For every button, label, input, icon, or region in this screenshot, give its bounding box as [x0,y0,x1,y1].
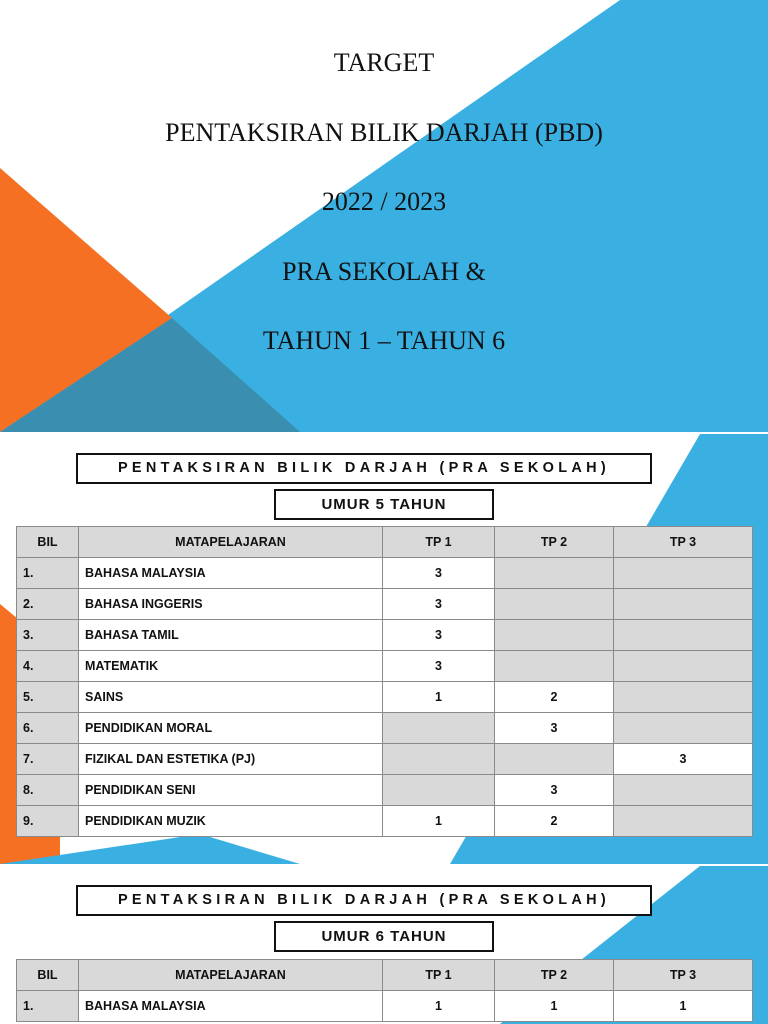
title-line-1: TARGET [333,48,435,77]
subject-cell: BAHASA TAMIL [79,620,383,651]
tp3-cell [614,682,753,713]
table-row [17,682,753,713]
table-row [17,589,753,620]
target-table [16,959,753,1022]
column-header-tp1: TP 1 [383,527,495,558]
tp3-cell [614,558,753,589]
column-header-tp1: TP 1 [383,960,495,991]
section-heading: PENTAKSIRAN BILIK DARJAH (PRA SEKOLAH) [76,885,652,916]
tp2-cell [495,558,614,589]
tp2-cell: 1 [495,991,614,1022]
tp1-cell: 1 [383,991,495,1022]
bil-cell: 7. [17,744,79,775]
section-heading: PENTAKSIRAN BILIK DARJAH (PRA SEKOLAH) [76,453,652,484]
target-table [16,526,753,837]
table-header-row [17,527,753,558]
subject-cell: FIZIKAL DAN ESTETIKA (PJ) [79,744,383,775]
tp1-cell: 3 [383,620,495,651]
tp1-cell [383,713,495,744]
tp3-cell [614,620,753,651]
tp3-cell: 1 [614,991,753,1022]
table-slide-umur-5 [0,434,768,864]
subject-cell: PENDIDIKAN SENI [79,775,383,806]
table-row [17,806,753,837]
tp1-cell: 3 [383,589,495,620]
column-header-bil: BIL [17,960,79,991]
title-line-5: TAHUN 1 – TAHUN 6 [262,326,506,355]
tp2-cell [495,744,614,775]
tp3-cell [614,589,753,620]
column-header-bil: BIL [17,527,79,558]
tp1-cell: 3 [383,558,495,589]
bil-cell: 4. [17,651,79,682]
table-slide-umur-6 [0,866,768,1024]
tp1-cell: 3 [383,651,495,682]
column-header-subject: MATAPELAJARAN [79,960,383,991]
tp2-cell [495,620,614,651]
subject-cell: BAHASA MALAYSIA [79,991,383,1022]
table-row [17,991,753,1022]
table-row [17,651,753,682]
table-row [17,620,753,651]
tp1-cell: 1 [383,682,495,713]
column-header-subject: MATAPELAJARAN [79,527,383,558]
tp3-cell: 3 [614,744,753,775]
subject-cell: BAHASA MALAYSIA [79,558,383,589]
title-slide [0,0,768,432]
table-body [17,991,753,1022]
table-row [17,775,753,806]
tp2-cell [495,589,614,620]
table-row [17,558,753,589]
bil-cell: 6. [17,713,79,744]
bil-cell: 5. [17,682,79,713]
subject-cell: SAINS [79,682,383,713]
column-header-tp2: TP 2 [495,960,614,991]
bil-cell: 8. [17,775,79,806]
subject-cell: PENDIDIKAN MORAL [79,713,383,744]
title-line-4: PRA SEKOLAH & [282,257,486,286]
table-header-row [17,960,753,991]
age-subheading: UMUR 5 TAHUN [274,489,494,520]
table-row [17,713,753,744]
tp1-cell: 1 [383,806,495,837]
column-header-tp2: TP 2 [495,527,614,558]
column-header-tp3: TP 3 [614,960,753,991]
bil-cell: 9. [17,806,79,837]
bil-cell: 2. [17,589,79,620]
tp3-cell [614,713,753,744]
column-header-tp3: TP 3 [614,527,753,558]
tp2-cell: 2 [495,682,614,713]
bil-cell: 1. [17,991,79,1022]
tp1-cell [383,775,495,806]
tp3-cell [614,806,753,837]
subject-cell: MATEMATIK [79,651,383,682]
tp2-cell: 3 [495,775,614,806]
subject-cell: PENDIDIKAN MUZIK [79,806,383,837]
tp3-cell [614,651,753,682]
bil-cell: 3. [17,620,79,651]
table-body [17,558,753,837]
tp2-cell: 3 [495,713,614,744]
tp3-cell [614,775,753,806]
tp2-cell: 2 [495,806,614,837]
bil-cell: 1. [17,558,79,589]
subject-cell: BAHASA INGGERIS [79,589,383,620]
tp1-cell [383,744,495,775]
age-subheading: UMUR 6 TAHUN [274,921,494,952]
table-row [17,744,753,775]
title-line-3: 2022 / 2023 [321,187,447,216]
title-line-2: PENTAKSIRAN BILIK DARJAH (PBD) [165,118,603,147]
tp2-cell [495,651,614,682]
